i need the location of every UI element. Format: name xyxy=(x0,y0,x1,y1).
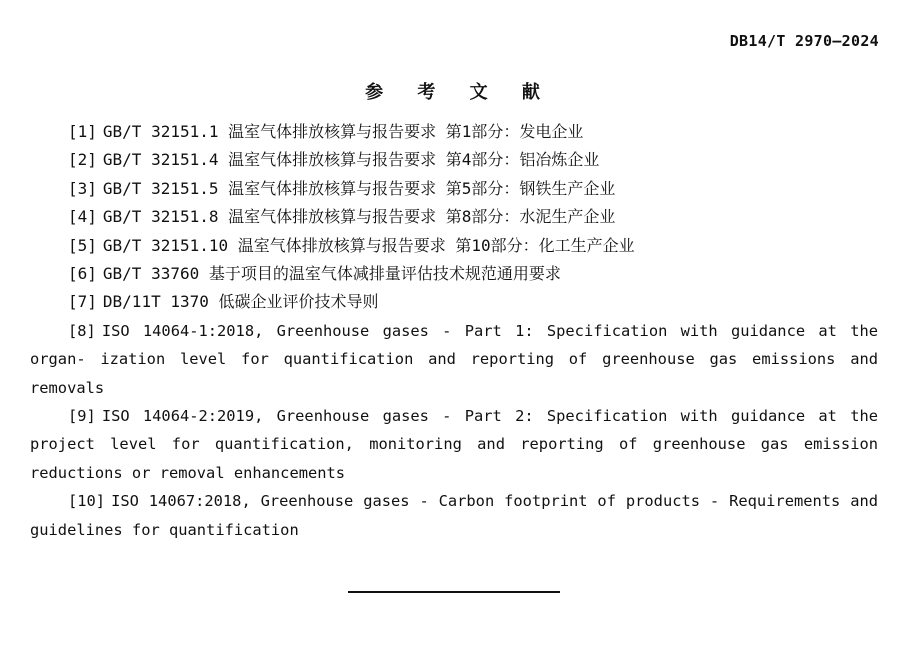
reference-number: [5] xyxy=(68,235,97,255)
reference-number: [8] xyxy=(68,321,96,340)
standard-code: DB14/T 2970—2024 xyxy=(729,32,879,50)
reference-number: [3] xyxy=(68,178,97,198)
reference-item xyxy=(30,118,878,146)
reference-number: [2] xyxy=(68,150,97,170)
reference-list xyxy=(30,118,878,544)
reference-text: ISO 14064-1:2018, Greenhouse gases - Part 1: Specification with guidance at the organ- ization level for quantification and reporting of greenhouse gas emissions and removals xyxy=(30,321,878,397)
reference-number: [7] xyxy=(68,292,97,312)
reference-number: [4] xyxy=(68,207,97,227)
reference-item xyxy=(30,317,878,402)
reference-text: GB/T 32151.4 温室气体排放核算与报告要求 第4部分：铝冶炼企业 xyxy=(102,150,600,170)
reference-number: [9] xyxy=(68,407,96,426)
reference-item xyxy=(30,146,878,174)
reference-text: GB/T 32151.1 温室气体排放核算与报告要求 第1部分：发电企业 xyxy=(102,122,584,141)
reference-item xyxy=(30,232,878,260)
reference-item xyxy=(30,175,878,203)
reference-number: [1] xyxy=(68,122,97,141)
reference-text: DB/11T 1370 低碳企业评价技术导则 xyxy=(102,292,379,312)
reference-text: ISO 14067:2018, Greenhouse gases - Carbon footprint of products - Requirements and guidelines for quantification xyxy=(30,492,878,539)
reference-item xyxy=(30,203,878,231)
reference-text: GB/T 32151.5 温室气体排放核算与报告要求 第5部分：钢铁生产企业 xyxy=(102,178,616,198)
reference-number: [6] xyxy=(68,264,97,284)
reference-item xyxy=(30,288,878,316)
reference-text: ISO 14064-2:2019, Greenhouse gases - Part 2: Specification with guidance at the project level for quantification, monitoring and reporting of greenhouse gas emission reductions or removal enhancements xyxy=(30,407,878,482)
reference-item xyxy=(30,260,878,288)
page-title: 参 考 文 献 xyxy=(365,82,554,103)
reference-item xyxy=(30,402,878,487)
end-divider xyxy=(348,591,560,593)
reference-text: GB/T 33760 基于项目的温室气体减排量评估技术规范通用要求 xyxy=(102,264,561,284)
reference-item xyxy=(30,487,878,544)
reference-text: GB/T 32151.8 温室气体排放核算与报告要求 第8部分：水泥生产企业 xyxy=(102,207,616,227)
reference-text: GB/T 32151.10 温室气体排放核算与报告要求 第10部分：化工生产企业 xyxy=(102,235,635,255)
reference-number: [10] xyxy=(68,492,106,511)
